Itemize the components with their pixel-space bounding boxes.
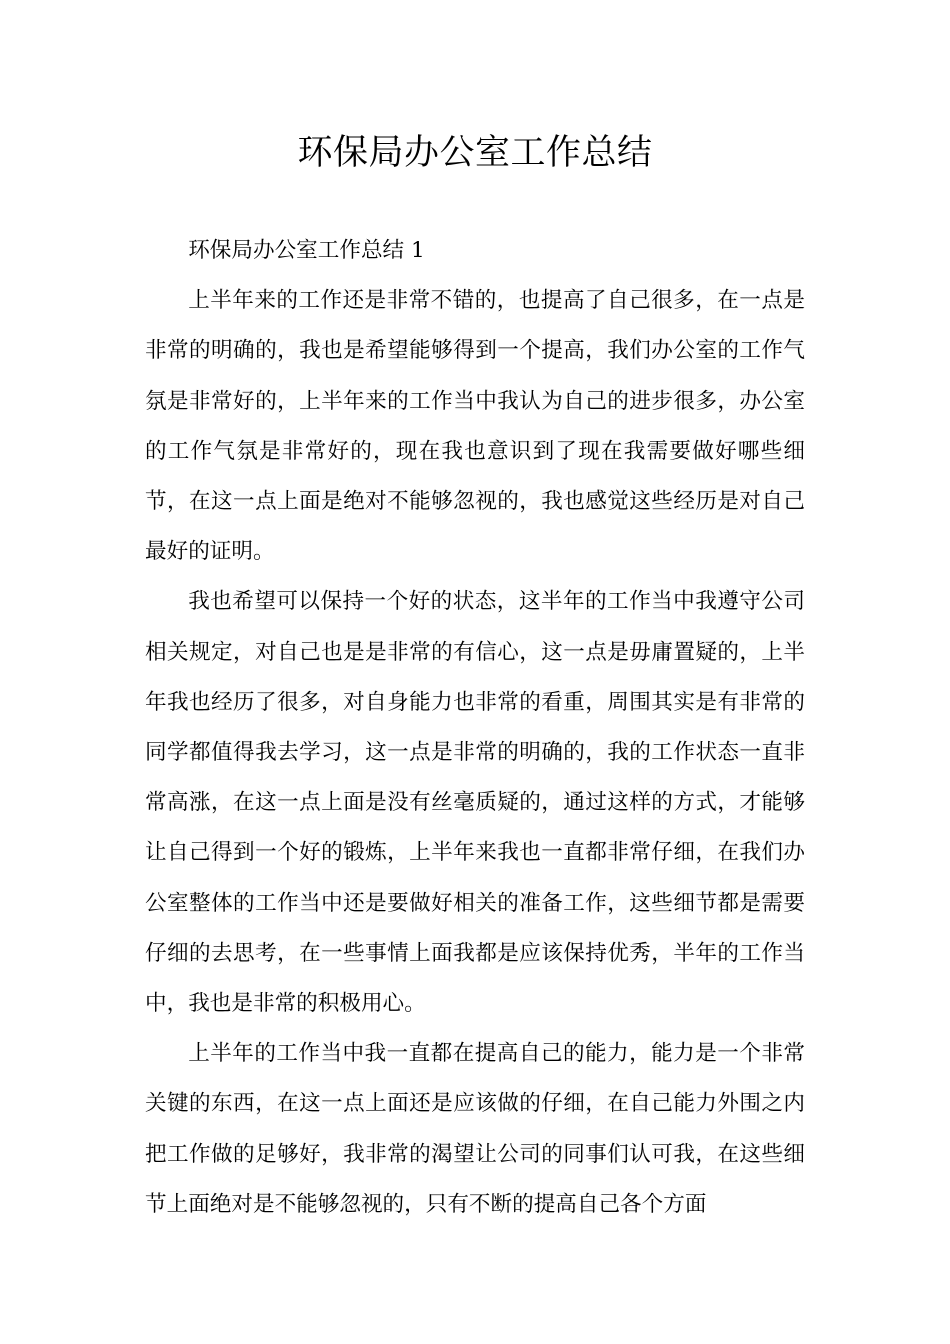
paragraph: 我也希望可以保持一个好的状态，这半年的工作当中我遵守公司相关规定，对自己也是是非常的有信心，这一点是毋庸置疑的，上半年我也经历了很多，对自身能力也非常的看重，周围其实是有非常的同学都值得我去学习，这一点是非常的明确的，我的工作状态一直非常高涨，在这一点上面是没有丝毫质疑的，通过这样的方式，才能够让自己得到一个好的锻炼，上半年来我也一直都非常仔细，在我们办公室整体的工作当中还是要做好相关的准备工作，这些细节都是需要仔细的去思考，在一些事情上面我都是应该保持优秀，半年的工作当中，我也是非常的积极用心。 (145, 589, 805, 1017)
section-heading: 环保局办公室工作总结 1 (188, 238, 425, 263)
paragraph: 上半年的工作当中我一直都在提高自己的能力，能力是一个非常关键的东西，在这一点上面还是应该做的仔细，在自己能力外围之内把工作做的足够好，我非常的渴望让公司的同事们认可我，在这些细节上面绝对是不能够忽视的，只有不断的提高自己各个方面 (145, 1041, 805, 1217)
document-body (145, 226, 805, 1230)
paragraph: 上半年来的工作还是非常不错的，也提高了自己很多，在一点是非常的明确的，我也是希望能够得到一个提高，我们办公室的工作气氛是非常好的，上半年来的工作当中我认为自己的进步很多，办公室的工作气氛是非常好的，现在我也意识到了现在我需要做好哪些细节，在这一点上面是绝对不能够忽视的，我也感觉这些经历是对自己最好的证明。 (145, 288, 805, 565)
document-title: 环保局办公室工作总结 (297, 133, 653, 173)
